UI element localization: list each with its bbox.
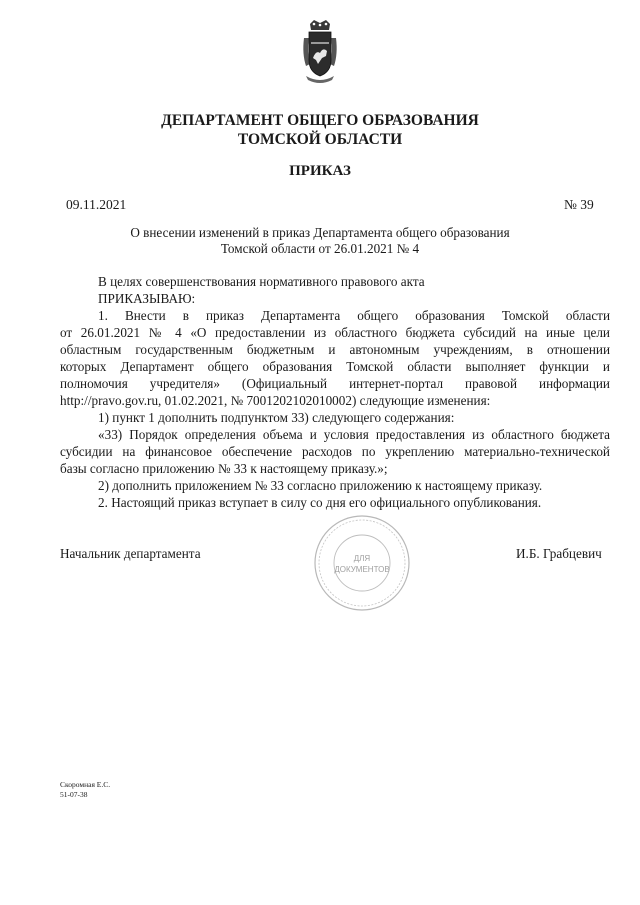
signatory-position: Начальник департамента [60,546,201,561]
org-name-line2: ТОМСКОЙ ОБЛАСТИ [237,131,403,148]
body-line-item2: 2. Настоящий приказ вступает в силу со дня его официального опубликования. [98,495,542,510]
document-stamp-icon [312,513,412,613]
coat-of-arms-icon [302,20,338,84]
subject-line1: О внесении изменений в приказ Департамента общего образования [130,225,510,240]
body-line-subitem1: 1) пункт 1 дополнить подпунктом 33) следующего содержания: [98,410,455,425]
document-type-title: ПРИКАЗ [289,163,351,179]
stamp-text-line2: ДОКУМЕНТОВ [334,565,390,574]
body-line: полномочия учредителя» (Официальный интернет-портал правовой информации [60,376,610,391]
signatory-name: И.Б. Грабцевич [516,546,602,561]
body-line-intro: В целях совершенствования нормативного правового акта [98,274,425,289]
body-line: которых Департамент общего образования Томской области выполняет функции и [60,359,610,374]
stamp-text-line1: ДЛЯ [353,554,371,563]
body-line-item1: 1. Внести в приказ Департамента общего образования Томской области [98,308,610,323]
org-name-line1: ДЕПАРТАМЕНТ ОБЩЕГО ОБРАЗОВАНИЯ [161,112,479,129]
subject-line2: Томской области от 26.01.2021 № 4 [220,241,420,256]
body-line: базы согласно приложению № 33 к настоящему приказу.»; [60,461,388,476]
executor-name: Скоромная Е.С. [60,780,111,789]
body-line-subitem2: 2) дополнить приложением № 33 согласно приложению к настоящему приказу. [98,478,543,493]
body-line-order: ПРИКАЗЫВАЮ: [98,291,196,306]
body-line: http://pravo.gov.ru, 01.02.2021, № 7001202102010002) следующие изменения: [60,393,491,408]
order-date: 09.11.2021 [66,197,127,212]
body-line-quote: «33) Порядок определения объема и условия предоставления из областного бюджета [98,427,610,442]
body-line: от 26.01.2021 № 4 «О предоставлении из областного бюджета субсидий на иные цели [60,325,610,340]
body-line: субсидии на финансовое обеспечение расходов по укреплению материально-технической [60,444,610,459]
order-number: № 39 [564,197,594,212]
executor-phone: 51-07-38 [60,790,88,799]
body-line: областным государственным бюджетным и автономным учреждениям, в отношении [60,342,610,357]
